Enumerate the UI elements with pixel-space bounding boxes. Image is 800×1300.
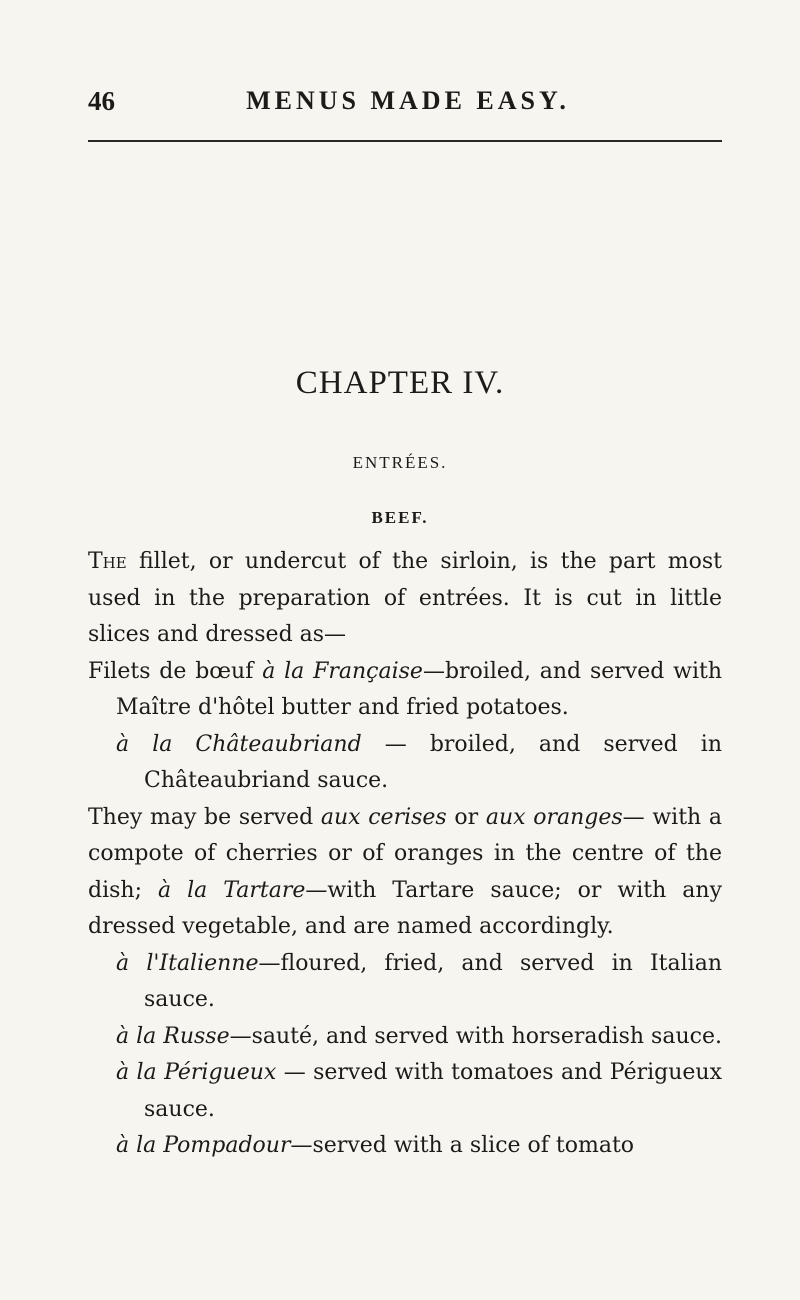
recipe-entry: [88, 1019, 722, 1056]
chapter-title: CHAPTER IV.: [295, 365, 505, 401]
recipe-entry: [88, 727, 722, 800]
body-text: [88, 544, 722, 1165]
section-title: ENTRÉES.: [352, 453, 448, 472]
subsection-title: BEEF.: [371, 508, 429, 527]
note-text: or: [446, 804, 486, 830]
header-rule: [88, 140, 722, 142]
note-italic: à la Tartare: [158, 877, 306, 903]
intro-paragraph: [88, 544, 722, 654]
intro-rest: fillet, or undercut of the sirloin, is the part most used in the preparation of entrées. It is cut in little slices and dressed as—: [88, 549, 722, 647]
entry-prefix: Filets de bœuf: [88, 658, 263, 684]
entry-style: à la Française: [262, 658, 423, 684]
note-text: — with a compote of cherries or of oranges in the centre of the dish;: [88, 804, 723, 903]
note-text: They may be served: [88, 804, 321, 830]
entry-desc: —broiled, and served with Maître d'hôtel butter and fried potatoes.: [116, 658, 722, 720]
page-header: [88, 86, 728, 126]
note-text: —with Tartare sauce; or with any dressed vegetable, and are named accordingly.: [88, 877, 722, 939]
entry-style: à la Châteaubriand: [116, 731, 362, 757]
note-italic: aux oranges: [485, 804, 623, 830]
entry-desc: —served with a slice of tomato: [290, 1133, 635, 1158]
note-paragraph: [88, 800, 722, 946]
entry-desc: — broiled, and served in Châteaubriand sauce.: [144, 731, 722, 793]
intro-lead: The: [88, 549, 127, 574]
page-number: 46: [88, 86, 115, 116]
entry-style: à la Périgueux: [116, 1060, 277, 1085]
entry-desc: —sauté, and served with horseradish sauce.: [229, 1023, 722, 1049]
entry-style: à l'Italienne: [116, 950, 259, 976]
entry-desc: —floured, fried, and served in Italian sauce.: [144, 950, 722, 1012]
entry-style: à la Russe: [116, 1023, 230, 1049]
recipe-entry: [88, 1055, 722, 1128]
recipe-entry: [88, 654, 722, 727]
entry-desc: — served with tomatoes and Périgueux sauce.: [144, 1060, 722, 1122]
note-italic: aux cerises: [320, 804, 447, 830]
entry-style: à la Pompadour: [116, 1133, 291, 1158]
running-head: MENUS MADE EASY.: [246, 86, 570, 115]
recipe-entry: [88, 1128, 722, 1165]
recipe-entry: [88, 946, 722, 1019]
